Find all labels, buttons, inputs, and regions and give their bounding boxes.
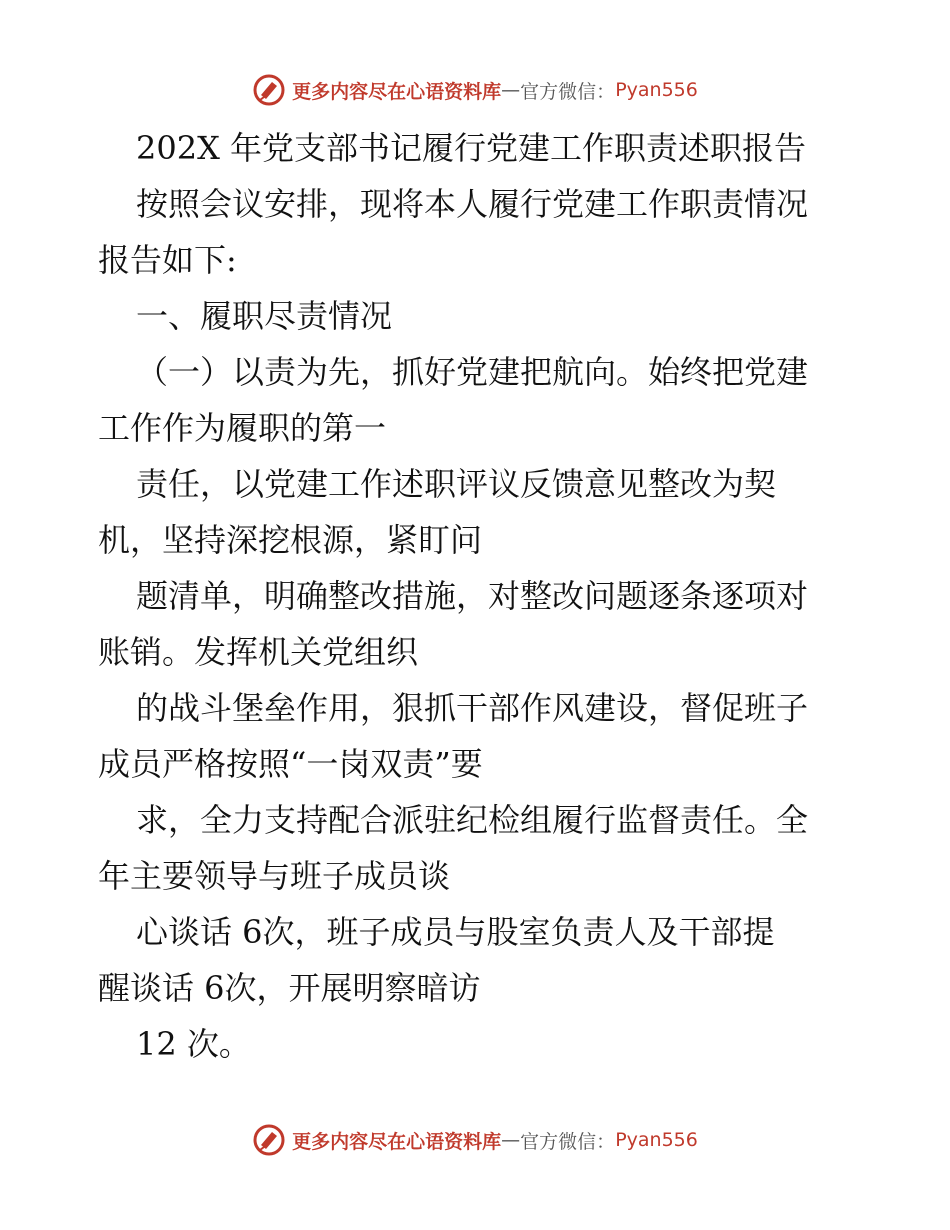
paragraph-line: 责任，以党建工作述职评议反馈意见整改为契 — [136, 465, 777, 503]
banner-main-text: 更多内容尽在心语资料库 — [292, 80, 502, 103]
section-heading: 一、履职尽责情况 — [136, 297, 393, 335]
banner-wechat-label: 官方微信： — [520, 80, 616, 103]
paragraph-line: 按照会议安排，现将本人履行党建工作职责情况 — [136, 185, 809, 223]
brand-logo-icon — [252, 1123, 286, 1157]
paragraph-line: 12 次。 — [136, 1025, 251, 1063]
document-title: 202X 年党支部书记履行党建工作职责述职报告 — [136, 129, 807, 167]
paragraph-line: 工作作为履职的第一 — [98, 409, 387, 447]
banner-dash: — — [501, 79, 521, 101]
footer-banner — [0, 1122, 950, 1158]
document-body — [98, 120, 868, 1072]
paragraph-line: 题清单，明确整改措施，对整改问题逐条逐项对 — [136, 577, 809, 615]
banner-main-text: 更多内容尽在心语资料库 — [292, 1130, 502, 1153]
banner-wechat-label: 官方微信： — [520, 1130, 616, 1153]
paragraph-line: 求，全力支持配合派驻纪检组履行监督责任。全 — [136, 801, 809, 839]
paragraph-line: 账销。发挥机关党组织 — [98, 633, 419, 671]
paragraph-line: 的战斗堡垒作用，狠抓干部作风建设，督促班子 — [136, 689, 809, 727]
header-banner — [0, 72, 950, 108]
banner-wechat-id: Pyan556 — [615, 1129, 698, 1151]
paragraph-line: 成员严格按照“一岗双责”要 — [98, 745, 483, 783]
brand-logo-icon — [252, 73, 286, 107]
banner-wechat-id: Pyan556 — [615, 79, 698, 101]
paragraph-line: 机，坚持深挖根源，紧盯问 — [98, 521, 483, 559]
paragraph-line: 年主要领导与班子成员谈 — [98, 857, 451, 895]
paragraph-line: 报告如下: — [98, 241, 237, 279]
paragraph-line: （一）以责为先，抓好党建把航向。始终把党建 — [136, 353, 809, 391]
paragraph-line: 心谈话 6次，班子成员与股室负责人及干部提 — [136, 913, 775, 951]
paragraph-line: 醒谈话 6次，开展明察暗访 — [98, 969, 481, 1007]
banner-dash: — — [501, 1129, 521, 1151]
